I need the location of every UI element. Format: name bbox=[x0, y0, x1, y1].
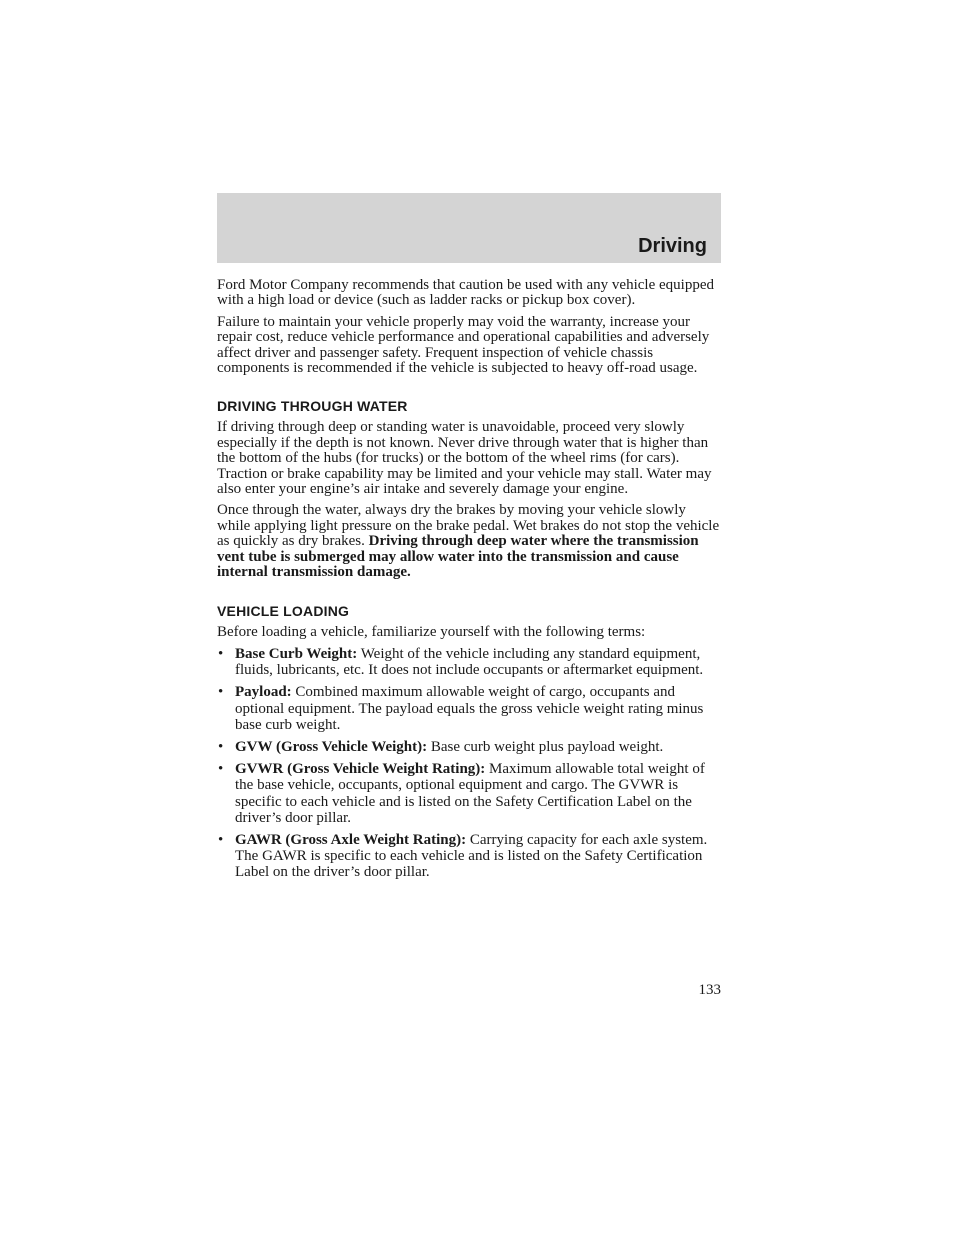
list-item bbox=[217, 832, 721, 881]
intro-paragraph-2: Failure to maintain your vehicle properly may void the warranty, increase your repair cost, reduce vehicle performance and operational capabilities and adversely affect driver and passenger safety. Frequent inspection of vehicle chassis components is recommended if the vehicle is subjected to heavy off-road usage. bbox=[217, 313, 710, 377]
water-paragraph-2 bbox=[217, 503, 721, 580]
loading-intro: Before loading a vehicle, familiarize yourself with the following terms: bbox=[217, 623, 646, 640]
bullet-icon: • bbox=[218, 831, 224, 848]
term-definition: Base curb weight plus payload weight. bbox=[430, 738, 664, 755]
list-item bbox=[217, 684, 721, 733]
term-label: GVW (Gross Vehicle Weight): bbox=[235, 738, 428, 755]
term-label: GAWR (Gross Axle Weight Rating): bbox=[235, 831, 467, 848]
term-definition: Weight of the vehicle including any standard equipment, fluids, lubricants, etc. It does not include occupants or aftermarket equipment. bbox=[235, 645, 704, 679]
term-label: GVWR (Gross Vehicle Weight Rating): bbox=[235, 761, 486, 778]
bullet-icon: • bbox=[218, 684, 224, 701]
loading-terms-list bbox=[217, 646, 721, 881]
term-definition: Maximum allowable total weight of the base vehicle, occupants, optional equipment and cargo. The GVWR is specific to each vehicle and is listed on the Safety Certification Label on the driver’s door pillar. bbox=[235, 761, 705, 826]
water-warning-text: Driving through deep water where the transmission vent tube is submerged may allow water into the transmission and cause internal transmission damage. bbox=[217, 533, 699, 581]
list-item bbox=[217, 739, 721, 755]
list-item bbox=[217, 761, 721, 826]
water-paragraph-1: If driving through deep or standing water is unavoidable, proceed very slowly especially if the depth is not known. Never drive through water that is higher than the bottom of the hubs (for trucks) or the bottom of the wheel rims (for cars). Traction or brake capability may be limited and your vehicle may stall. Water may also enter your engine’s air intake and severely damage your engine. bbox=[217, 419, 712, 498]
page-content bbox=[217, 278, 721, 887]
term-definition: Carrying capacity for each axle system. The GAWR is specific to each vehicle and is listed on the Safety Certification Label on the driver’s door pillar. bbox=[235, 831, 708, 881]
section-title: Driving bbox=[638, 235, 707, 257]
heading-vehicle-loading: VEHICLE LOADING bbox=[217, 602, 350, 619]
term-label: Payload: bbox=[235, 684, 292, 701]
term-label: Base Curb Weight: bbox=[235, 645, 358, 662]
bullet-icon: • bbox=[218, 645, 224, 662]
bullet-icon: • bbox=[218, 738, 224, 755]
page-number: 133 bbox=[698, 982, 721, 998]
heading-driving-through-water: DRIVING THROUGH WATER bbox=[217, 398, 408, 415]
bullet-icon: • bbox=[218, 761, 224, 778]
list-item bbox=[217, 646, 721, 678]
section-header-band bbox=[217, 193, 721, 263]
water-paragraph-2-text: Once through the water, always dry the brakes by moving your vehicle slowly while applying light pressure on the brake pedal. Wet brakes do not stop the vehicle as quickly as dry brakes. bbox=[217, 502, 720, 550]
intro-paragraph-1: Ford Motor Company recommends that caution be used with any vehicle equipped with a high load or device (such as ladder racks or pickup box cover). bbox=[217, 277, 714, 309]
term-definition: Combined maximum allowable weight of cargo, occupants and optional equipment. The payload equals the gross vehicle weight rating minus base curb weight. bbox=[235, 684, 704, 733]
